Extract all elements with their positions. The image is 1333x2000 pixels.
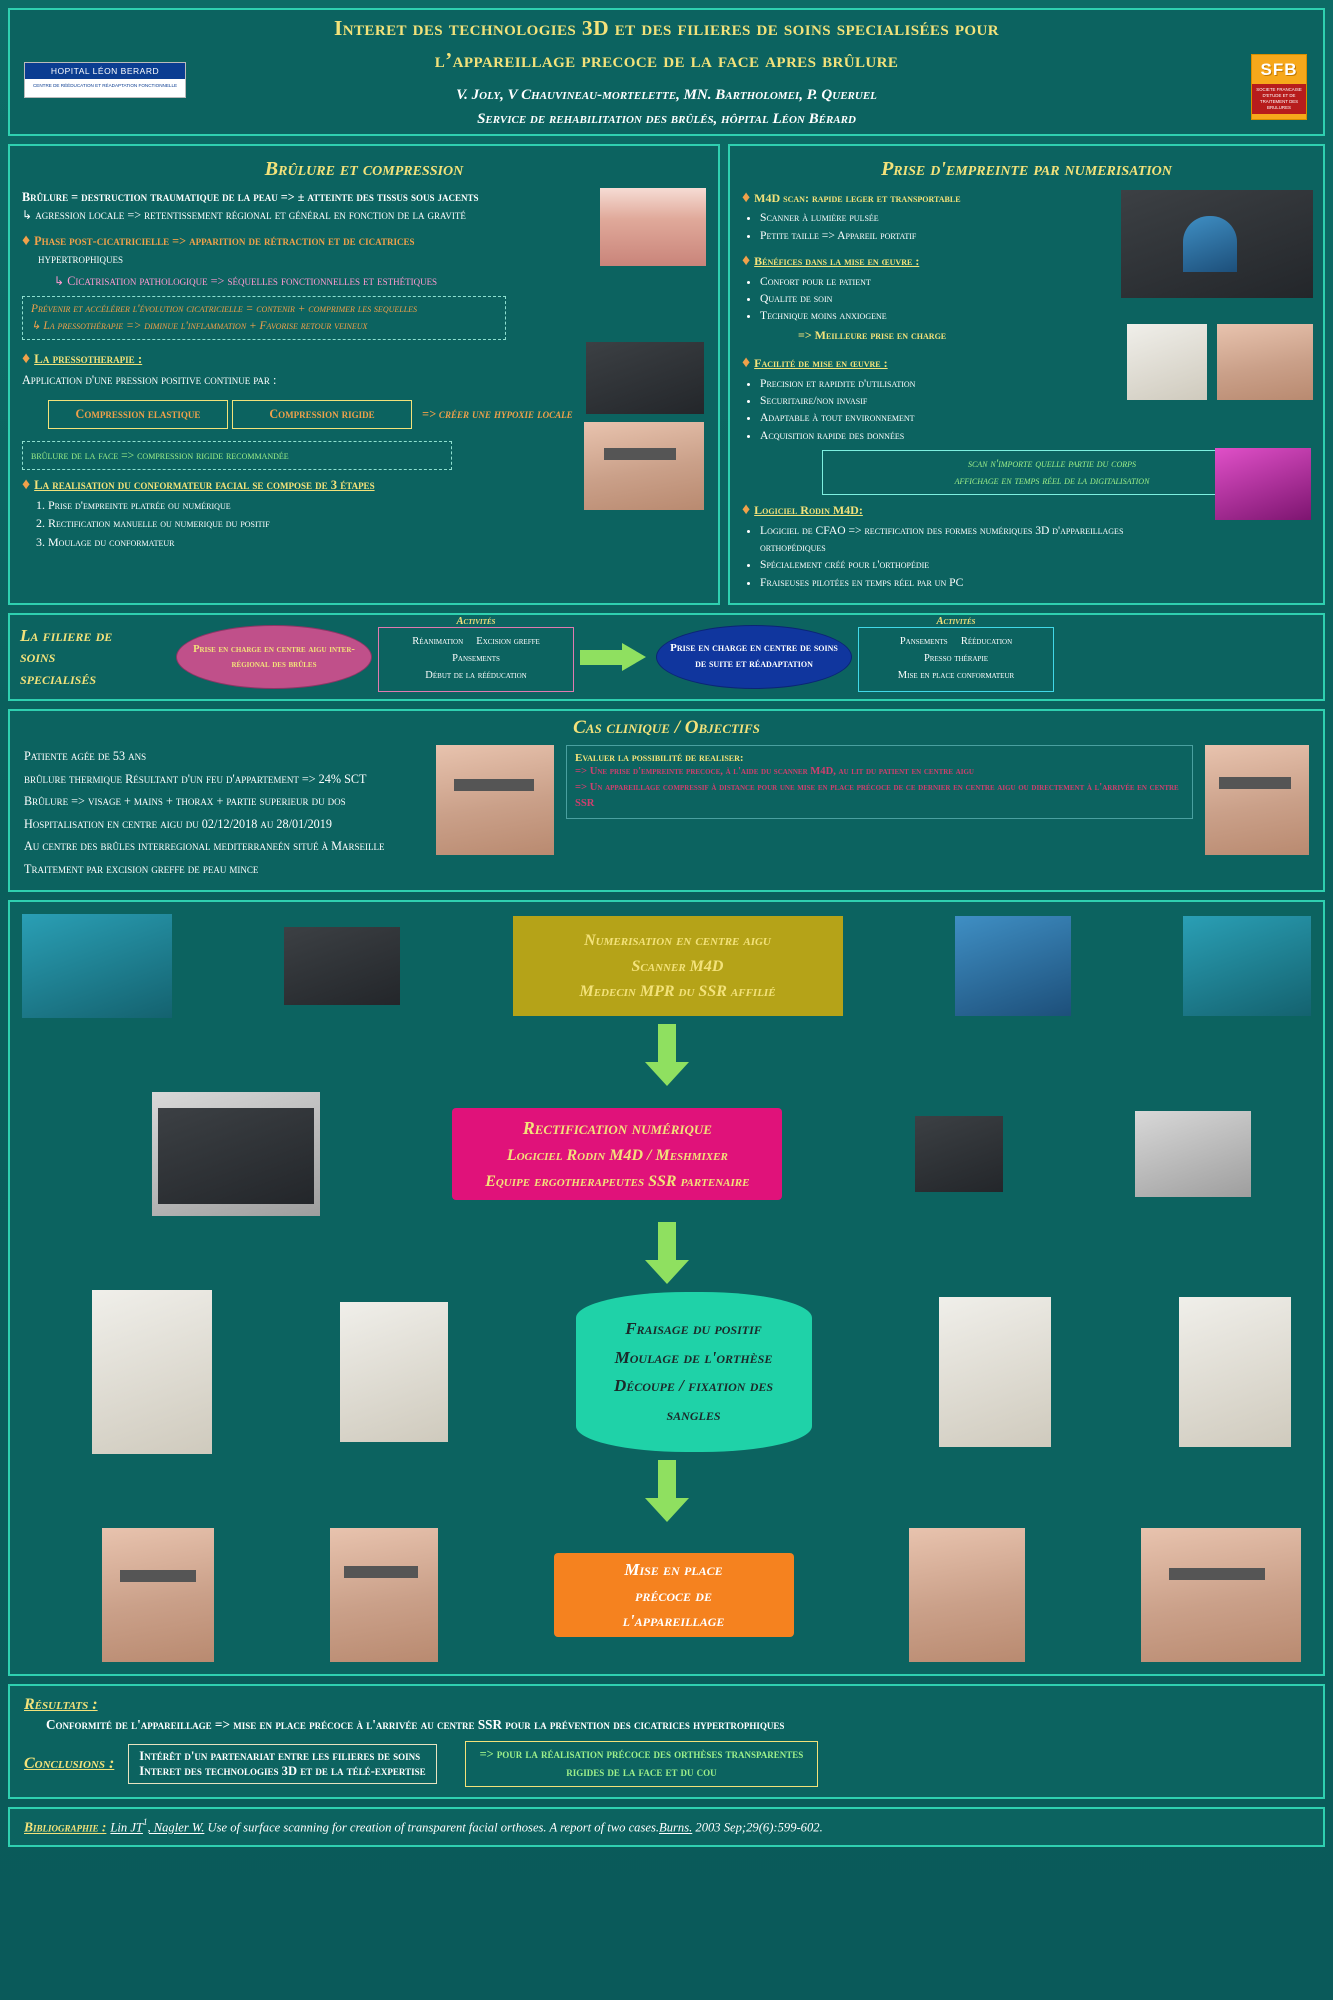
scanner-workstation-image	[1121, 190, 1313, 298]
biblio-ref-journal: Burns.	[659, 1820, 693, 1835]
panel-resultats	[8, 1684, 1325, 1799]
activites-label-1: Activités	[456, 616, 496, 628]
bullet-facilite: ♦	[742, 354, 751, 372]
filiere-title-l2: soins	[20, 647, 56, 667]
box-prevenir-l2: ↳ La pressothérapie => diminue l'inflammation + Favorise retour veineux	[31, 319, 368, 332]
filiere-ssr-ellipse: Prise en charge en centre de soins de suite et réadaptation	[656, 625, 852, 689]
filiere-centre-aigu-ellipse: Prise en charge en centre aigu inter-régional des brûles	[176, 625, 372, 689]
compression-rigide-label: Compression rigide	[269, 407, 375, 422]
milling-machine-image	[92, 1290, 212, 1454]
benefice-item: • Technique moins anxiogene	[760, 307, 1100, 324]
masks-image	[586, 342, 704, 414]
logo-sfb-text: SFB	[1260, 60, 1298, 79]
cas-clinique-title: Cas clinique / Objectifs	[573, 717, 760, 739]
activite-item: Pansements	[452, 653, 500, 665]
step4-line3: l'appareillage	[622, 1611, 725, 1631]
conclusions-right-box	[465, 1741, 819, 1787]
patient-orthesis-profile-image	[909, 1528, 1025, 1662]
step1-line2: Scanner M4D	[631, 957, 724, 975]
step2-line2: Logiciel Rodin M4D / Meshmixer	[506, 1147, 728, 1165]
rodin-head: Logiciel Rodin M4D:	[754, 503, 863, 518]
logo-hopital-leon-berard	[24, 62, 186, 98]
workflow-step-mise-en-place	[554, 1553, 794, 1637]
logo-hopital-title: HOPITAL LÉON BERARD	[25, 63, 185, 79]
cas-clinique-text	[24, 745, 424, 880]
facilite-item: • Securitaire/non invasif	[760, 392, 1060, 409]
step4-line1: Mise en place	[624, 1560, 723, 1580]
cas-line: Traitement par excision greffe de peau mince	[24, 861, 259, 876]
bullet-phase-post: ♦	[22, 232, 31, 250]
objectif-item: => Une prise d'empreinte precoce, à l'aide du scanner M4D, au lit du patient en centre aigu	[575, 766, 974, 778]
conclusions-box	[128, 1744, 436, 1784]
panel-cas-clinique	[8, 709, 1325, 892]
activites-label-2: Activités	[936, 616, 976, 628]
workflow-step-rectification	[452, 1108, 782, 1200]
conformateur-title: La realisation du conformateur facial se compose de 3 étapes	[34, 477, 375, 492]
conclusion-line-1: Intérêt d'un partenariat entre les filieres de soins	[139, 1749, 421, 1764]
resultats-row	[24, 1696, 1309, 1714]
box-prevenir-l1: Prévenir et accélérer l'évolution cicatricielle = contenir + comprimer les sequelles	[31, 303, 418, 316]
patient-conformateur-image	[584, 422, 704, 510]
histology-image	[600, 188, 706, 266]
workflow-row-numerisation	[22, 914, 1311, 1018]
scan-info-l2: affichage en temps réel de la digitalisation	[954, 474, 1150, 487]
activite-item: Presso thérapie	[923, 653, 989, 665]
filiere-title	[20, 625, 170, 689]
header-text-block	[184, 13, 1149, 130]
top-columns	[8, 144, 1325, 605]
facilite-items-list	[760, 375, 1060, 445]
activite-item: Mise en place conformateur	[897, 669, 1015, 681]
rodin-item: • Logiciel de CFAO => rectification des formes numériques 3D d'appareillages orthopédiques	[760, 522, 1150, 557]
compression-elastique-box	[48, 400, 228, 429]
poster-title-line1: Interet des technologies 3D et des filieres de soins specialisées pour	[334, 16, 999, 41]
logo-hopital-subtitle: CENTRE DE RÉÉDUCATION ET RÉADAPTATION FONCTIONNELLE	[32, 83, 178, 88]
conclusion-line-2: Interet des technologies 3D et de la télé-expertise	[139, 1764, 426, 1779]
conformateur-step: 3. Moulage du conformateur	[48, 533, 706, 552]
scan-3d-head-mesh-image	[1183, 916, 1311, 1016]
cas-patient-side-image	[1205, 745, 1309, 855]
poster-authors: V. Joly, V Chauvineau-mortelette, MN. Bartholomei, P. Queruel	[456, 86, 877, 103]
conclusion-right-line-2: rigides de la face et du cou	[566, 1765, 717, 1780]
filiere-arrow-icon	[580, 643, 650, 671]
activite-item: Excision greffe	[476, 636, 540, 648]
cas-line: Brûlure => visage + mains + thorax + partie superieur du dos	[24, 794, 346, 809]
right-panel-title: Prise d'empreinte par numerisation	[881, 158, 1172, 180]
biblio-ref-pages: 2003 Sep;29(6):599-602.	[692, 1820, 823, 1835]
box-brulure-face	[22, 441, 452, 470]
panel-prise-empreinte	[728, 144, 1325, 605]
rodin-items-list	[760, 522, 1150, 592]
workflow-arrow-3-icon	[645, 1460, 689, 1522]
logo-sfb-subtitle: SOCIETE FRANCAISE D'ETUDE ET DE TRAITEMENT DES BRULURES	[1252, 84, 1306, 114]
activites-box-2	[858, 627, 1054, 691]
scan-head: M4D scan: rapide leger et transportable	[754, 191, 961, 205]
facilite-item: • Acquisition rapide des données	[760, 427, 1060, 444]
conformateur-step: 1. Prise d'empreinte platrée ou numérique	[48, 496, 706, 515]
panel-filiere-soins	[8, 613, 1325, 701]
laptop-scanner-image	[284, 927, 400, 1005]
workflow-arrow-2-icon	[645, 1222, 689, 1284]
resultats-text: Conformité de l'appareillage => mise en place précoce à l'arrivée au centre SSR pour la prévention des cicatrices hypertrophiques	[46, 1717, 785, 1733]
benefice-item: • Confort pour le patient	[760, 273, 1100, 290]
bullet-rodin: ♦	[742, 501, 751, 519]
scan-3d-bust-blue-image	[955, 916, 1071, 1016]
workflow-row-fraisage	[22, 1290, 1311, 1454]
orthesis-mould-front-image	[939, 1297, 1051, 1447]
pressotherapie-sub: Application d'une pression positive continue par :	[22, 373, 277, 388]
patient-orthesis-front-image	[102, 1528, 214, 1662]
benefices-items-list	[760, 273, 1100, 325]
benefice-item: • Qualite de soin	[760, 290, 1100, 307]
benefices-conclusion: => Meilleure prise en charge	[798, 327, 947, 342]
step3-line1: Fraisage du positif	[625, 1318, 762, 1338]
workflow-step-numerisation	[513, 916, 843, 1016]
logo-sfb	[1251, 54, 1307, 120]
box-brulure-face-text: brûlure de la face => compression rigide recommandée	[31, 448, 289, 462]
objectif-item: => Un appareillage compressif à distance pour une mise en place précoce de ce dernier en centre aigu ou directement à l'arrivée en centre SSR	[575, 781, 1179, 809]
activites-box-1	[378, 627, 574, 691]
biblio-ref-title: Use of surface scanning for creation of transparent facial orthoses. A report of two cases.	[204, 1820, 660, 1835]
panel-bibliographie	[8, 1807, 1325, 1846]
conclusions-label: Conclusions :	[24, 1755, 115, 1773]
compression-rigide-box	[232, 400, 412, 429]
activite-item: Début de la rééducation	[425, 669, 527, 681]
biblio-ref-author-a: Lin JT	[110, 1820, 143, 1835]
left-panel-title: Brûlure et compression	[264, 158, 464, 180]
panel-brulure-compression	[8, 144, 720, 605]
patient-orthesis-collar-image	[330, 1528, 438, 1662]
pressotherapie-title: La pressotherapie :	[34, 350, 143, 366]
left-line1: Brûlure = destruction traumatique de la peau => ± atteinte des tissus sous jacents	[22, 190, 479, 204]
orthesis-mould-side-image	[1179, 1297, 1291, 1447]
left-line3-a: Phase post-cicatricielle => apparition de rétraction et de cicatrices	[34, 234, 415, 249]
scan-info-l1: scan n'importe quelle partie du corps	[967, 458, 1137, 471]
workflow-row-mise-en-place	[22, 1528, 1311, 1662]
workflow-row-rectification	[22, 1092, 1311, 1216]
bibliographie-label: Bibliographie :	[24, 1819, 107, 1835]
step2-line1: Rectification numérique	[522, 1118, 712, 1139]
cas-patient-front-image	[436, 745, 554, 855]
compression-elastique-label: Compression elastique	[75, 407, 201, 422]
activite-item: Pansements	[899, 636, 948, 648]
left-line4: ↳ Cicatrisation pathologique => séquelles fonctionnelles et esthétiques	[54, 273, 438, 288]
step1-line3: Medecin MPR du SSR affilié	[579, 983, 776, 1001]
objectifs-box	[566, 745, 1193, 819]
milled-positive-bust-image	[340, 1302, 448, 1442]
digital-positive-light-image	[1135, 1111, 1251, 1197]
digital-positive-dark-image	[915, 1116, 1003, 1192]
conformateur-step: 2. Rectification manuelle ou numerique du positif	[48, 514, 706, 533]
activite-item: Réanimation	[412, 636, 464, 648]
cas-line: Hospitalisation en centre aigu du 02/12/2018 au 28/01/2019	[24, 816, 332, 831]
poster-title-line2: l’appareillage precoce de la face apres brûlure	[434, 47, 899, 72]
scan-item: • Scanner à lumière pulsée	[760, 209, 1110, 226]
step3-line2: Moulage de l'orthèse	[614, 1347, 773, 1367]
bullet-benefices: ♦	[742, 252, 751, 270]
scan-info-box	[822, 450, 1282, 495]
activite-item: Rééducation	[960, 636, 1013, 648]
step2-line3: Equipe ergotherapeutes SSR partenaire	[485, 1172, 750, 1190]
step3-line4: sangles	[666, 1405, 721, 1425]
cas-line: brûlure thermique Résultant d'un feu d'appartement => 24% SCT	[24, 771, 367, 786]
left-line3-b: hypertrophiques	[38, 252, 123, 267]
patient-face-burn-image	[1217, 324, 1313, 400]
filiere-title-l1: La filiere de	[20, 626, 113, 646]
patient-plaster-image	[1127, 324, 1207, 400]
step1-line1: Numerisation en centre aigu	[584, 932, 771, 950]
scan-body-capture-image	[22, 914, 172, 1018]
bullet-conformateur: ♦	[22, 475, 31, 493]
workflow-step-fraisage	[576, 1292, 812, 1452]
step3-line3: Découpe / fixation des	[613, 1376, 774, 1396]
hypoxie-locale-text: => créer une hypoxie locale	[422, 406, 573, 421]
facilite-head: Facilité de mise en œuvre :	[754, 356, 888, 371]
patient-photos-group	[1127, 324, 1313, 405]
facilite-item: • Adaptable à tout environnement	[760, 409, 1060, 426]
poster-header	[8, 8, 1325, 136]
cas-line: Au centre des brûles interregional mediterraneén situé à Marseille	[24, 839, 385, 854]
workflow-arrow-1-icon	[645, 1024, 689, 1086]
rodin-3d-model-image	[1215, 448, 1311, 520]
patient-orthesis-side-image	[1141, 1528, 1301, 1662]
scan-item: • Petite taille => Appareil portatif	[760, 227, 1110, 244]
step4-line2: précoce de	[635, 1585, 712, 1605]
bullet-pressotherapie: ♦	[22, 349, 31, 367]
resultats-label: Résultats :	[24, 1696, 98, 1714]
rodin-item: • Spécialement créé pour l'orthopédie	[760, 556, 1150, 573]
conclusion-right-line-1: => pour la réalisation précoce des orthèses transparentes	[479, 1747, 804, 1762]
box-prevenir	[22, 296, 506, 339]
facilite-item: • Precision et rapidite d'utilisation	[760, 375, 1060, 392]
objectifs-head: Evaluer la possibilité de realiser:	[575, 752, 744, 765]
left-line2: ↳ agression locale => retentissement régional et général en fonction de la gravité	[22, 207, 466, 222]
biblio-ref-author-b: , Nagler W.	[147, 1820, 205, 1835]
biblio-ref-superscript: 1	[142, 1817, 148, 1828]
scan-items-list	[760, 209, 1110, 244]
meshmixer-screenshot-image	[152, 1092, 320, 1216]
poster-service: Service de rehabilitation des brûlés, hôpital Léon Bérard	[477, 111, 856, 128]
benefices-head: Bénéfices dans la mise en œuvre :	[754, 254, 920, 269]
panel-workflow	[8, 900, 1325, 1676]
filiere-title-l3: specialisés	[20, 668, 97, 688]
bullet-scan: ♦	[742, 189, 751, 206]
cas-line: Patiente agée de 53 ans	[24, 749, 147, 764]
rodin-item: • Fraiseuses pilotées en temps réel par un PC	[760, 574, 1150, 591]
